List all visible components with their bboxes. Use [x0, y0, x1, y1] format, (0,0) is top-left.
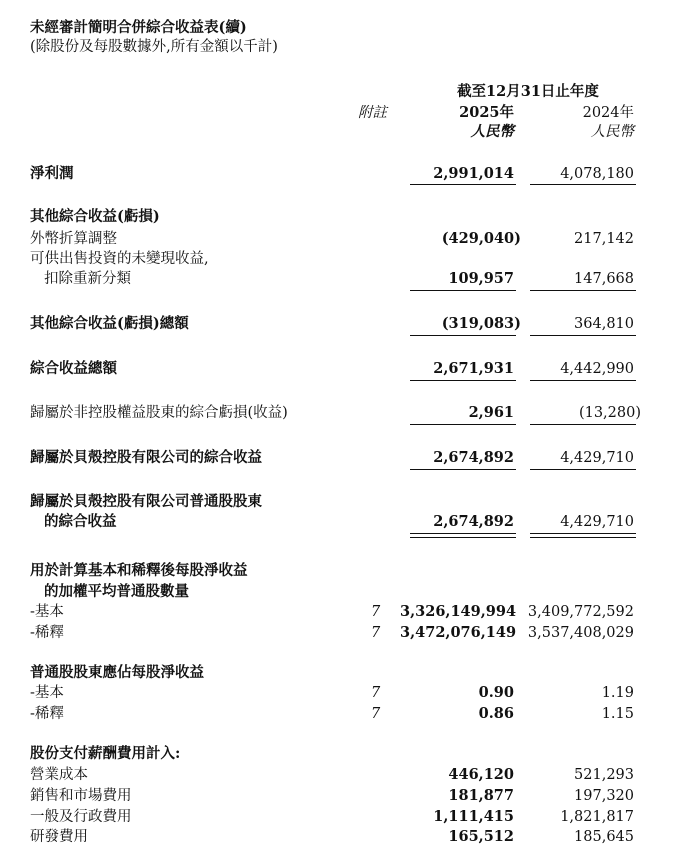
underline — [410, 290, 516, 291]
row-label: 淨利潤 — [30, 165, 74, 182]
value-current: 3,326,149,994 — [400, 603, 517, 620]
value-current: 2,991,014 — [433, 165, 514, 182]
note-ref: 7 — [371, 706, 381, 722]
row-label: 營業成本 — [30, 767, 88, 783]
underline — [530, 335, 636, 336]
value-current: 2,674,892 — [433, 449, 514, 466]
statement-subtitle: (除股份及每股數據外,所有金額以千計) — [30, 39, 278, 55]
currency-current-header: 人民幣 — [470, 123, 514, 140]
row-label: 可供出售投資的未變現收益, — [30, 251, 209, 267]
note-column-header: 附註 — [358, 105, 387, 121]
section-heading: 普通股股東應佔每股淨收益 — [30, 664, 204, 681]
note-ref: 7 — [371, 625, 381, 641]
row-label: 歸屬於貝殼控股有限公司的綜合收益 — [30, 449, 262, 466]
double-underline — [530, 533, 636, 534]
value-prior: 147,668 — [574, 271, 634, 287]
value-prior: 1,821,817 — [560, 809, 634, 825]
row-label: 研發費用 — [30, 829, 88, 845]
value-prior: 364,810 — [574, 316, 634, 332]
underline — [530, 184, 636, 185]
value-current: 181,877 — [448, 787, 514, 804]
value-current: 0.86 — [478, 705, 514, 722]
year-prior-header: 2024年 — [582, 105, 634, 121]
section-heading: 股份支付薪酬費用計入: — [30, 745, 181, 762]
underline — [410, 380, 516, 381]
row-label: -基本 — [30, 685, 64, 701]
value-current: 2,961 — [468, 404, 514, 421]
value-prior: 1.15 — [601, 706, 634, 722]
value-prior: 197,320 — [574, 788, 634, 804]
year-current-header: 2025年 — [459, 104, 514, 121]
row-label: 扣除重新分類 — [44, 271, 131, 287]
value-current: 2,671,931 — [433, 360, 514, 377]
value-current: (319,083) — [441, 315, 521, 332]
value-prior: 4,429,710 — [560, 450, 634, 466]
double-underline — [410, 533, 516, 534]
row-label: 一般及行政費用 — [30, 809, 132, 825]
value-current: (429,040) — [441, 230, 521, 247]
row-label: 的綜合收益 — [44, 513, 117, 530]
row-label: -基本 — [30, 604, 64, 620]
row-label: -稀釋 — [30, 706, 64, 722]
row-label: 歸屬於非控股權益股東的綜合虧損(收益) — [30, 405, 288, 421]
value-current: 2,674,892 — [433, 513, 514, 530]
value-prior: 185,645 — [574, 829, 634, 845]
value-prior: 3,537,408,029 — [527, 625, 634, 641]
value-current: 3,472,076,149 — [400, 624, 517, 641]
section-heading: 其他綜合收益(虧損) — [30, 208, 160, 225]
underline — [530, 469, 636, 470]
underline — [530, 424, 636, 425]
row-label: 銷售和市場費用 — [30, 788, 132, 804]
underline — [410, 184, 516, 185]
value-current: 446,120 — [448, 766, 514, 783]
value-prior: 4,442,990 — [560, 361, 634, 377]
row-label: 綜合收益總額 — [30, 360, 117, 377]
row-label: -稀釋 — [30, 625, 64, 641]
note-ref: 7 — [371, 685, 381, 701]
period-caption: 截至12月31日止年度 — [457, 83, 599, 100]
value-current: 0.90 — [478, 684, 514, 701]
underline — [530, 290, 636, 291]
underline — [530, 380, 636, 381]
double-underline — [410, 537, 516, 538]
section-heading: 的加權平均普通股數量 — [44, 583, 189, 600]
double-underline — [530, 537, 636, 538]
value-prior: 521,293 — [574, 767, 634, 783]
note-ref: 7 — [371, 604, 381, 620]
value-prior: 217,142 — [574, 231, 634, 247]
value-prior: 4,429,710 — [560, 514, 634, 530]
row-label: 歸屬於貝殼控股有限公司普通股股東 — [30, 493, 262, 510]
value-prior: 3,409,772,592 — [527, 604, 634, 620]
underline — [410, 335, 516, 336]
value-prior: 1.19 — [601, 685, 634, 701]
value-prior: (13,280) — [578, 405, 641, 421]
statement-title: 未經審計簡明合併綜合收益表(續) — [30, 19, 247, 36]
value-current: 1,111,415 — [433, 808, 514, 825]
currency-prior-header: 人民幣 — [590, 124, 634, 140]
value-current: 109,957 — [448, 270, 514, 287]
section-heading: 用於計算基本和稀釋後每股淨收益 — [30, 562, 248, 579]
value-prior: 4,078,180 — [560, 166, 634, 182]
underline — [410, 469, 516, 470]
value-current: 165,512 — [448, 828, 514, 845]
row-label: 外幣折算調整 — [30, 231, 117, 247]
underline — [410, 424, 516, 425]
row-label: 其他綜合收益(虧損)總額 — [30, 315, 189, 332]
